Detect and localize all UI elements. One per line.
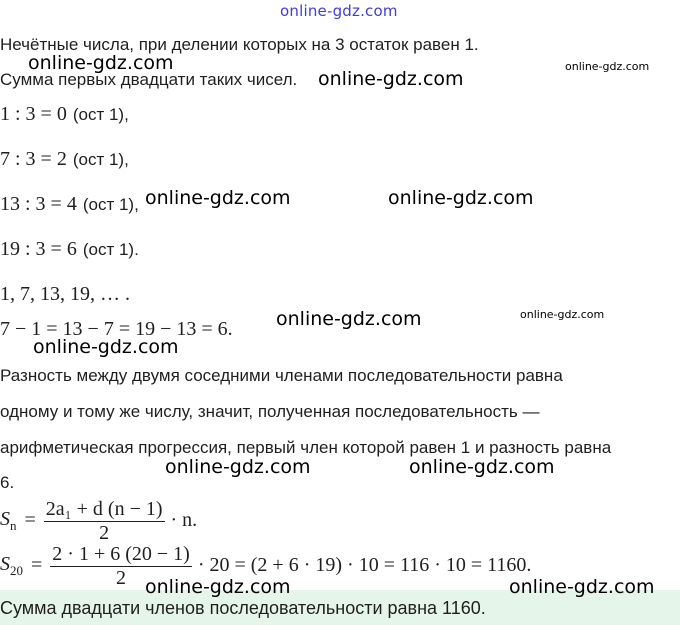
division-expr: 13 : 3 = 4 [0, 193, 77, 215]
sequence: 1, 7, 13, 19, … . [0, 283, 130, 305]
explanation-line-3: арифметическая прогрессия, первый член которой равен 1 и разность равна [0, 438, 612, 457]
calc-lhs: $S_{20}$ [0, 552, 23, 578]
watermark: online-gdz.com [165, 456, 311, 478]
sum-calculation: $S_{20}$ = $\frac{2 \cdot 1 + 6 (20 - 1)}{2}$ · 20 = (2 + 6 · 19) · 10 = 116 · 10 = 1160. [0, 543, 532, 589]
division-expr: 1 : 3 = 0 [0, 103, 67, 125]
formula-tail: · n. [170, 509, 198, 531]
calc-numerator: 2 · 1 + 6 (20 − 1) [52, 543, 190, 565]
watermark: online-gdz.com [33, 336, 179, 358]
division-line [0, 103, 129, 126]
sum-formula: $S_n$ = $\frac{\text{2a₁ + d (n − 1)}}{2}$ · n. [0, 498, 198, 544]
division-line [0, 238, 139, 261]
division-note: (ост 1). [82, 239, 139, 259]
formula-numerator: 2a₁ + d (n − 1) [45, 498, 163, 520]
intro-line-2: Сумма первых двадцати таких чисел. [0, 70, 298, 89]
differences: 7 − 1 = 13 − 7 = 19 − 13 = 6. [0, 318, 233, 340]
watermark: online-gdz.com [145, 187, 291, 209]
formula-lhs: $S_n$ [0, 507, 17, 533]
division-line [0, 193, 139, 216]
watermark: online-gdz.com [388, 187, 534, 209]
formula-denominator: 2 [99, 522, 110, 544]
watermark: online-gdz.com [509, 576, 655, 598]
watermark: online-gdz.com [276, 308, 422, 330]
explanation-line-2: одному и тому же числу, значит, полученная последовательность — [0, 402, 540, 421]
explanation-line-1: Разность между двумя соседними членами последовательности равна [0, 366, 563, 385]
division-note: (ост 1), [72, 149, 129, 169]
intro-line-1: Нечётные числа, при делении которых на 3 остаток равен 1. [0, 35, 479, 54]
calc-tail: · 20 = (2 + 6 · 19) · 10 = 116 · 10 = 1160. [197, 554, 532, 576]
watermark-top: online-gdz.com [280, 2, 398, 20]
answer-text: Сумма двадцати членов последовательности равна 1160. [0, 598, 486, 618]
calc-denominator: 2 [116, 567, 127, 589]
division-note: (ост 1), [82, 194, 139, 214]
watermark: online-gdz.com [520, 308, 605, 321]
watermark: online-gdz.com [318, 68, 464, 90]
watermark: online-gdz.com [565, 60, 650, 73]
watermark: online-gdz.com [145, 576, 291, 598]
formula-fraction [44, 497, 165, 544]
explanation-line-4: 6. [0, 473, 15, 492]
division-note: (ост 1), [72, 104, 129, 124]
watermark: online-gdz.com [28, 52, 174, 74]
division-expr: 19 : 3 = 6 [0, 238, 77, 260]
division-line [0, 148, 129, 171]
watermark: online-gdz.com [409, 456, 555, 478]
division-expr: 7 : 3 = 2 [0, 148, 67, 170]
